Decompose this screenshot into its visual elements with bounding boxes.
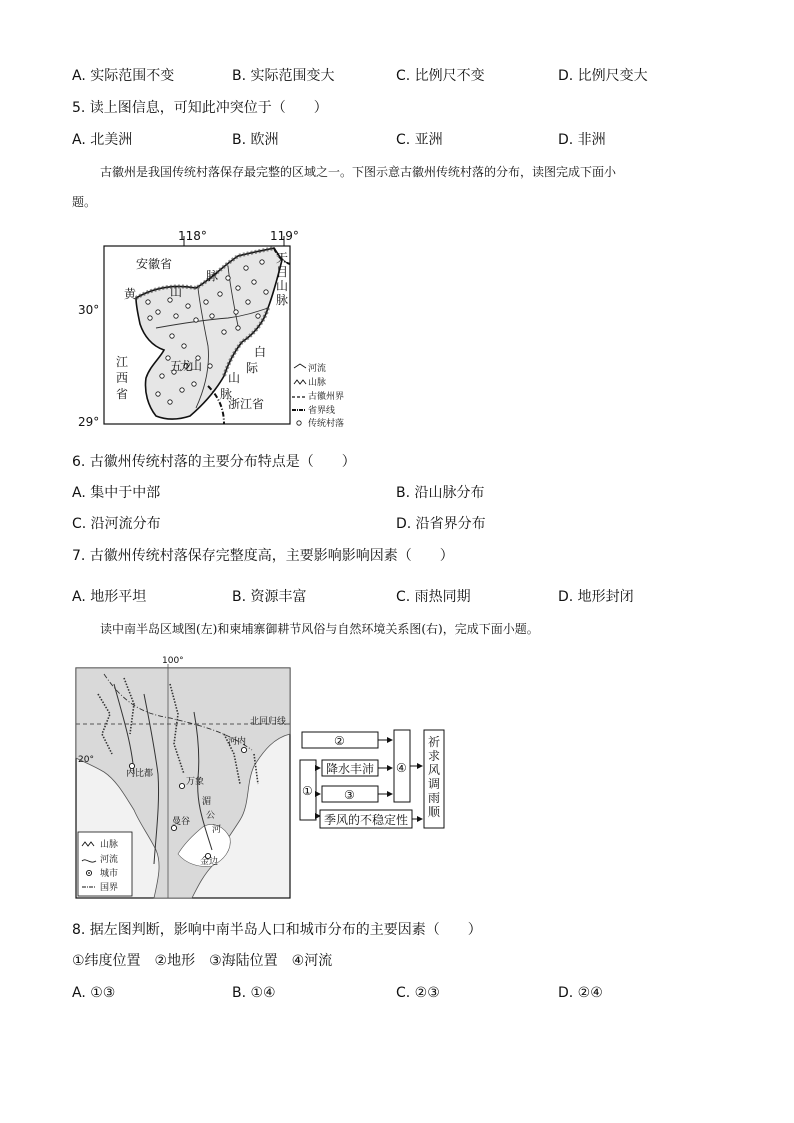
q5-option-d: D. 非洲 xyxy=(558,132,606,148)
mai-upper-label: 脉 xyxy=(206,269,219,283)
q4-option-b: B. 实际范围变大 xyxy=(232,68,335,84)
legend-mountain-icon xyxy=(294,380,306,384)
huangshan-char-2: 山 xyxy=(170,285,183,299)
q7-option-a: A. 地形平坦 xyxy=(72,589,147,605)
jiangxi-char-3: 省 xyxy=(116,387,129,401)
box-monsoon-label: 季风的不稳定性 xyxy=(324,813,409,827)
legend-border: 国界 xyxy=(100,883,119,893)
intro2-line1: 读中南半岛区域图(左)和柬埔寨御耕节风俗与自然环境关系图(右)，完成下面小题。 xyxy=(100,622,539,636)
huangshan-char-1: 黄 xyxy=(124,287,137,301)
hanoi-label: 河内 xyxy=(228,737,247,747)
lon-118-label: 118° xyxy=(178,229,207,243)
cause-flow-diagram xyxy=(298,726,450,834)
q7-option-d: D. 地形封闭 xyxy=(558,589,634,605)
q4-option-c: C. 比例尺不变 xyxy=(396,68,485,84)
lat-30-label: 30° xyxy=(78,303,100,317)
result-char-5: 雨 xyxy=(428,791,441,805)
vientiane-label: 万象 xyxy=(186,777,205,787)
naypyidaw-dot xyxy=(129,763,134,768)
legend-city: 城市 xyxy=(100,869,119,879)
legend-mountain: 山脉 xyxy=(100,840,119,850)
q5-option-c: C. 亚洲 xyxy=(396,132,443,148)
intro1-line1: 古徽州是我国传统村落保存最完整的区域之一。下图示意古徽州传统村落的分布，读图完成下面小 xyxy=(100,165,617,179)
box-rain-label: 降水丰沛 xyxy=(326,762,375,776)
wulong-char-1: 五 xyxy=(170,359,183,373)
q6-option-c: C. 沿河流分布 xyxy=(72,516,161,532)
vientiane-dot xyxy=(179,783,184,788)
anhui-label: 安徽省 xyxy=(136,257,173,271)
q8-option-d: D. ②④ xyxy=(558,985,603,1001)
huizhou-map xyxy=(78,226,368,432)
zhejiang-label: 浙江省 xyxy=(228,397,265,411)
box-1-label: ① xyxy=(302,784,313,798)
mekong-char-3: 河 xyxy=(212,825,222,835)
map1-legend xyxy=(292,362,344,429)
baiji-char-4: 脉 xyxy=(220,387,233,401)
indochina-map xyxy=(74,654,294,900)
q5-stem: 5. 读上图信息，可知此冲突位于（ ） xyxy=(72,100,328,116)
result-char-6: 顺 xyxy=(428,805,441,819)
q8-option-c: C. ②③ xyxy=(396,985,440,1001)
q8-factors: ①纬度位置 ②地形 ③海陆位置 ④河流 xyxy=(72,953,333,969)
lat-20-label: 20° xyxy=(78,755,94,765)
legend-village-icon xyxy=(297,421,301,425)
legend-river: 河流 xyxy=(308,364,327,374)
legend-river-icon xyxy=(294,364,306,368)
result-char-3: 风 xyxy=(428,763,441,777)
intro1-line2: 题。 xyxy=(72,195,97,209)
q4-option-a: A. 实际范围不变 xyxy=(72,68,175,84)
tianmu-char-4: 脉 xyxy=(276,293,289,307)
q5-option-b: B. 欧洲 xyxy=(232,132,279,148)
baiji-char-3: 山 xyxy=(228,371,241,385)
tianmu-char-2: 目 xyxy=(276,265,289,279)
q5-option-a: A. 北美洲 xyxy=(72,132,133,148)
box-2-label: ② xyxy=(334,734,345,748)
q4-option-d: D. 比例尺变大 xyxy=(558,68,648,84)
q6-option-d: D. 沿省界分布 xyxy=(396,516,486,532)
tianmu-char-1: 天 xyxy=(276,251,289,265)
jiangxi-char-2: 西 xyxy=(116,371,129,385)
tianmu-char-3: 山 xyxy=(276,279,289,293)
lat-29-label: 29° xyxy=(78,415,100,429)
result-char-1: 祈 xyxy=(428,735,441,749)
mekong-char-2: 公 xyxy=(206,811,216,821)
legend-huizhou-border: 古徽州界 xyxy=(308,392,345,402)
q7-stem: 7. 古徽州传统村落保存完整度高，主要影响影响因素（ ） xyxy=(72,548,454,564)
legend-river: 河流 xyxy=(100,855,119,865)
q7-option-b: B. 资源丰富 xyxy=(232,589,307,605)
result-char-2: 求 xyxy=(428,749,441,763)
naypyidaw-label: 内比都 xyxy=(126,769,154,779)
legend-city-dot xyxy=(88,872,90,874)
q6-stem: 6. 古徽州传统村落的主要分布特点是（ ） xyxy=(72,454,356,470)
lon-119-label: 119° xyxy=(270,229,299,243)
wulong-char-2: 龙 xyxy=(180,359,193,373)
baiji-char-1: 白 xyxy=(254,345,267,359)
q8-option-a: A. ①③ xyxy=(72,985,116,1001)
tropic-label: 北回归线 xyxy=(250,717,287,727)
mekong-char-1: 湄 xyxy=(202,797,212,807)
wulong-char-3: 山 xyxy=(190,359,203,373)
bangkok-label: 曼谷 xyxy=(172,817,191,827)
lon-100-label: 100° xyxy=(162,656,184,666)
q8-option-b: B. ①④ xyxy=(232,985,276,1001)
hanoi-dot xyxy=(241,747,246,752)
q7-option-c: C. 雨热同期 xyxy=(396,589,471,605)
box-4-label: ④ xyxy=(396,761,407,775)
q8-stem: 8. 据左图判断，影响中南半岛人口和城市分布的主要因素（ ） xyxy=(72,922,482,938)
legend-mountain: 山脉 xyxy=(308,378,327,388)
legend-province-border: 省界线 xyxy=(308,406,336,416)
legend-village: 传统村落 xyxy=(308,419,345,429)
baiji-char-2: 际 xyxy=(246,361,259,375)
jiangxi-char-1: 江 xyxy=(116,355,129,369)
phnom-penh-label: 金边 xyxy=(200,857,219,867)
result-char-4: 调 xyxy=(428,777,441,791)
box-3-label: ③ xyxy=(344,788,355,802)
q6-option-a: A. 集中于中部 xyxy=(72,485,161,501)
q6-option-b: B. 沿山脉分布 xyxy=(396,485,485,501)
